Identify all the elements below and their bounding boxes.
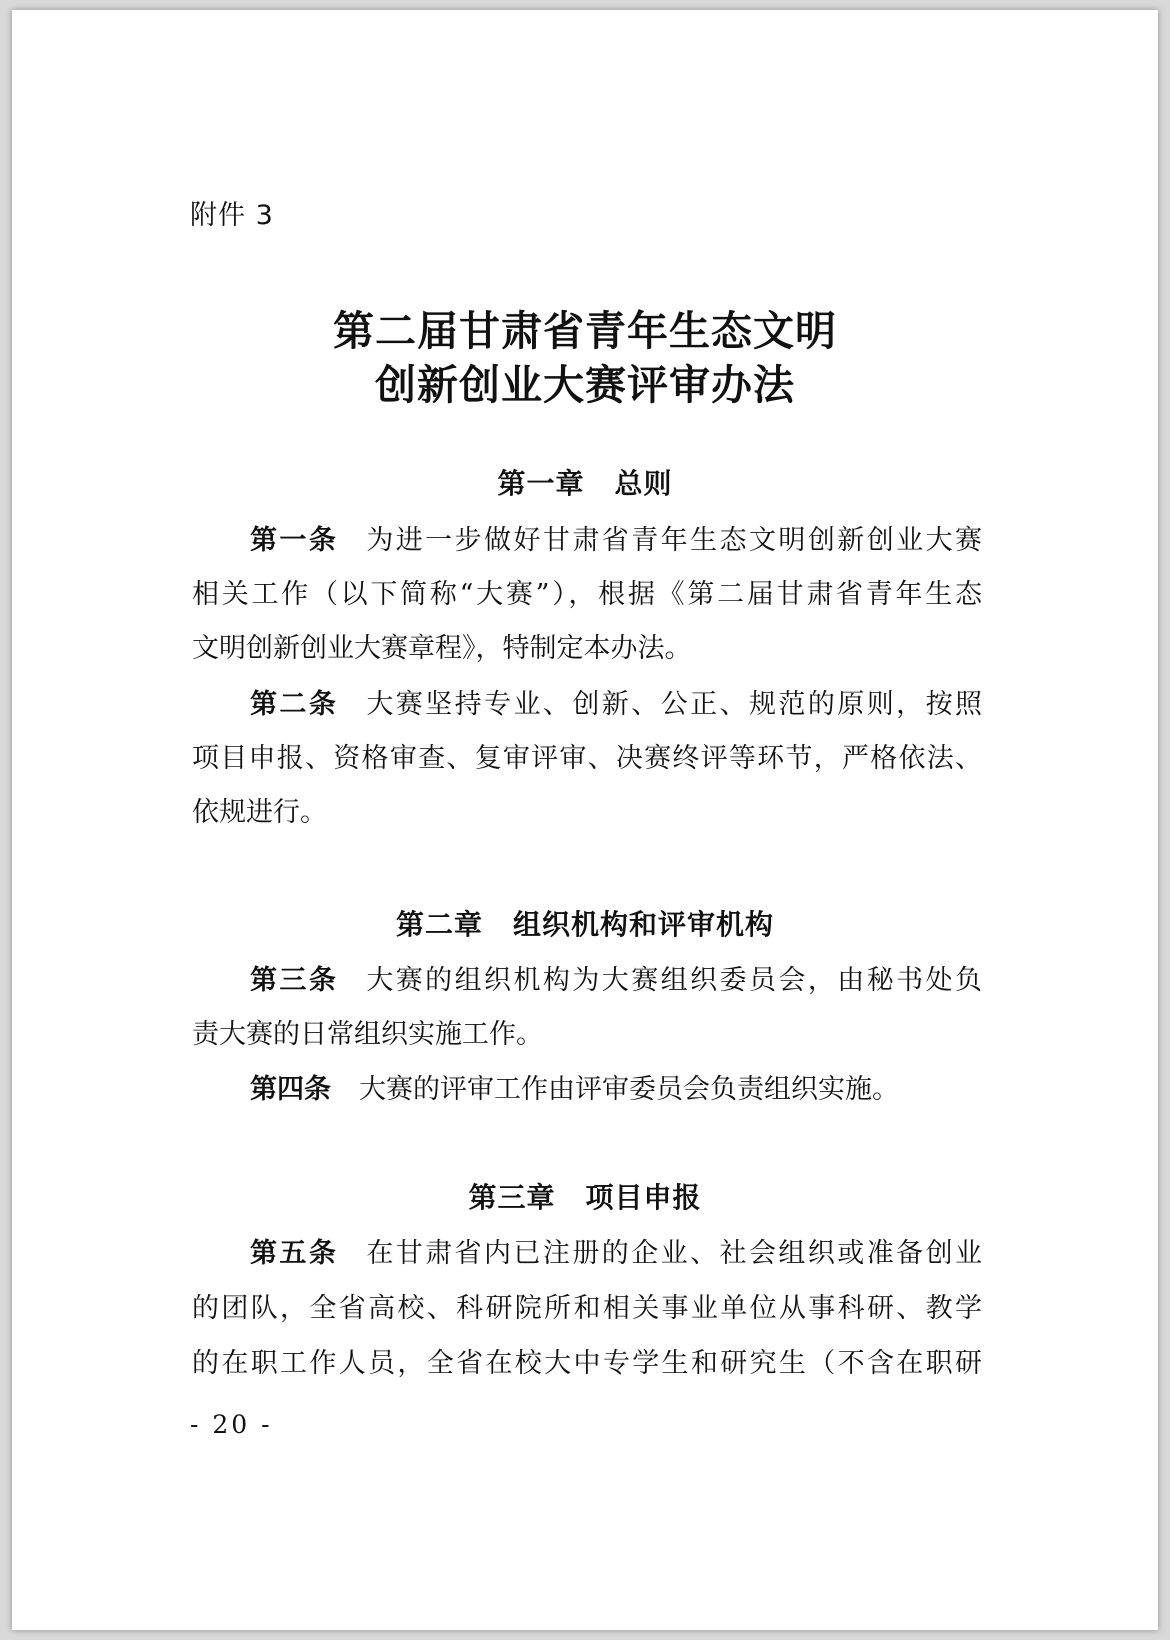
chapter-label: 第三章: [468, 1181, 556, 1214]
article-line: [250, 1067, 982, 1106]
article-line: [250, 1231, 982, 1270]
article-text: 在甘肃省内已注册的企业、社会组织或准备创业: [366, 1238, 983, 1269]
page-number: - 20 -: [190, 1410, 273, 1439]
article-text: 为进一步做好甘肃省青年生态文明创新创业大赛: [366, 525, 983, 556]
chapter-heading: [12, 1176, 1158, 1216]
chapter-name: 总则: [614, 467, 673, 500]
chapter-label: 第二章: [395, 908, 483, 941]
article-line: 责大赛的日常组织实施工作。: [192, 1019, 543, 1050]
document-title-line-1: 第二届甘肃省青年生态文明: [333, 307, 837, 355]
article-line: [250, 682, 982, 721]
article-label: 第一条: [250, 525, 339, 556]
article-line: 依规进行。: [192, 797, 327, 828]
article-line: [250, 958, 982, 997]
document-title-line-2: 创新创业大赛评审办法: [375, 361, 795, 409]
chapter-label: 第一章: [497, 467, 585, 500]
chapter-heading: [12, 462, 1158, 502]
article-line: 文明创新创业大赛章程》，特制定本办法。: [192, 633, 692, 664]
article-label: 第三条: [250, 965, 339, 996]
article-line: [250, 518, 982, 557]
article-line: 项目申报、资格审查、复审评审、决赛终评等环节，严格依法、: [192, 743, 982, 774]
article-line: 相关工作（以下简称“大赛”），根据《第二届甘肃省青年生态: [192, 579, 982, 610]
chapter-heading: [12, 903, 1158, 943]
article-line: 的团队，全省高校、科研院所和相关事业单位从事科研、教学: [192, 1293, 982, 1324]
attachment-label: 附件 3: [190, 200, 274, 231]
article-text: 大赛的组织机构为大赛组织委员会，由秘书处负: [366, 965, 983, 996]
article-line: 的在职工作人员，全省在校大中专学生和研究生（不含在职研: [192, 1348, 982, 1379]
article-text: 大赛的评审工作由评审委员会负责组织实施。: [359, 1074, 899, 1105]
document-page: [12, 10, 1158, 1630]
article-text: 大赛坚持专业、创新、公正、规范的原则，按照: [366, 689, 983, 720]
chapter-name: 项目申报: [585, 1181, 702, 1214]
chapter-name: 组织机构和评审机构: [513, 908, 775, 941]
article-label: 第五条: [250, 1238, 339, 1269]
article-label: 第四条: [250, 1074, 331, 1105]
article-label: 第二条: [250, 689, 339, 720]
